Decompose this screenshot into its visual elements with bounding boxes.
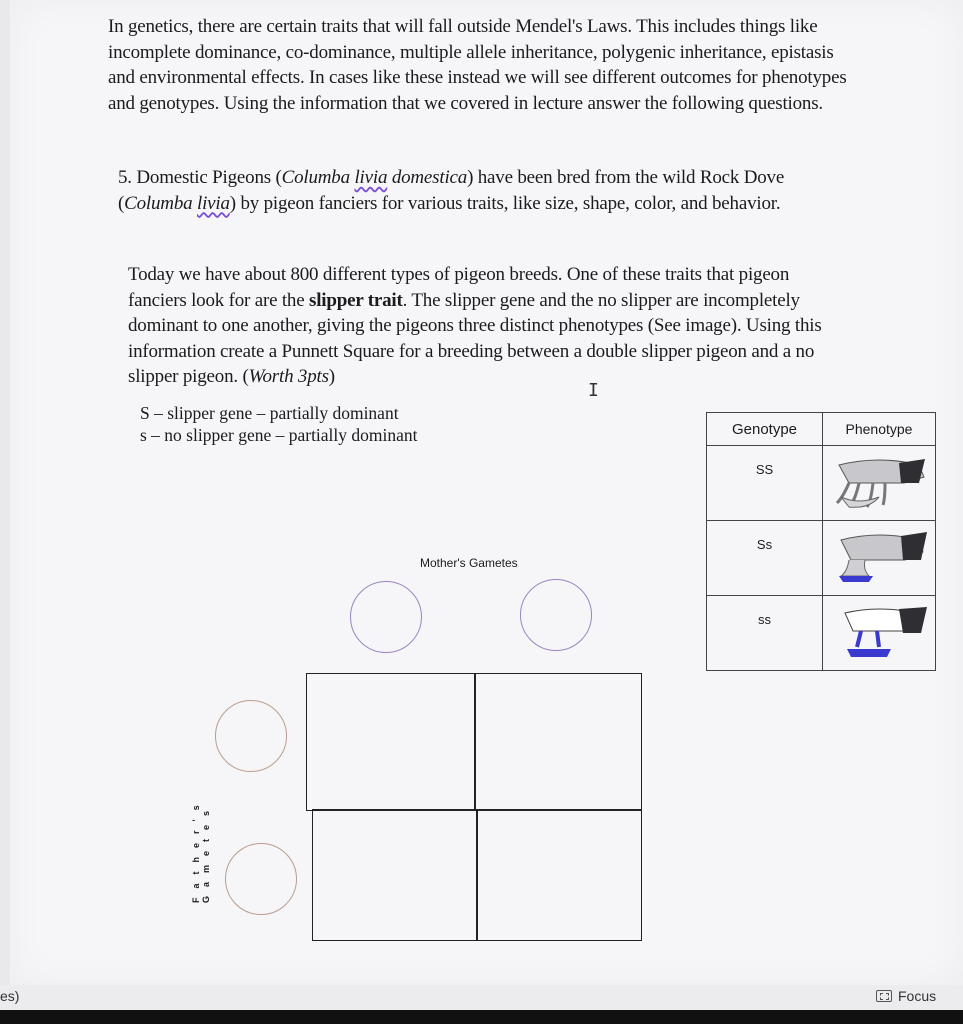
pigeon-feet-image-heavy [823, 446, 936, 521]
worth-points: Worth 3pts [248, 366, 329, 387]
status-bar [0, 985, 963, 1010]
punnett-cell-3[interactable] [312, 809, 478, 941]
punnett-cell-4[interactable] [476, 809, 642, 941]
father-gamete-circle-1[interactable] [215, 700, 287, 772]
intro-paragraph: In genetics, there are certain traits that will fall outside Mendel's Laws. This includes things like incomplete dominance, co-dominance, multiple allele inheritance, polygenic inheritance, epistasis and environmental effects. In cases like these instead we will see different outcomes for phenotypes and genotypes. Using the information that we covered in lecture answer the following questions. [108, 16, 847, 114]
genotype-header: Genotype [707, 413, 823, 446]
sci-name-species-2: livia [196, 192, 230, 214]
pigeon-feet-image-clean [823, 596, 936, 671]
status-bar-left-text: es) [0, 988, 20, 1004]
sci-name-genus: Columba [281, 167, 350, 188]
text-cursor-icon: I [588, 380, 599, 401]
focus-label: Focus [898, 988, 937, 1004]
screen-bezel [0, 1010, 963, 1024]
genotype-cell: ss [707, 596, 823, 671]
father-gamete-circle-2[interactable] [225, 843, 297, 915]
fathers-gametes-label: Father's Gametes [191, 796, 211, 903]
mother-gamete-circle-2[interactable] [520, 579, 592, 651]
punnett-square [306, 673, 642, 941]
sci-name-genus-2: Columba [124, 192, 193, 214]
pigeon-feet-image-medium [823, 521, 936, 596]
slipper-trait-paragraph [128, 262, 828, 390]
allele-s: s – no slipper gene – partially dominant [140, 425, 418, 445]
mother-gamete-circle-1[interactable] [350, 581, 422, 653]
genotype-phenotype-table [706, 412, 936, 671]
punnett-cell-1[interactable] [306, 673, 476, 811]
slipper-trait-bold: slipper trait [309, 289, 403, 311]
genotype-cell: SS [707, 446, 823, 521]
phenotype-header: Phenotype [823, 413, 936, 446]
allele-key [140, 402, 418, 446]
document-page [10, 0, 963, 985]
sci-name-subspecies: domestica [391, 167, 468, 188]
focus-button[interactable] [876, 988, 936, 1004]
today-text-2: . The slipper gene and the no slipper are incompletely dominant to one another, giving the pigeons three distinct phenotypes (See image). Using this information create a Punnett Square for a breeding between a double slipper pigeon and a no slipper pigeon. ( [128, 289, 822, 387]
genotype-cell: Ss [707, 521, 823, 596]
mothers-gametes-label: Mother's Gametes [420, 556, 518, 570]
sci-name-species: livia [354, 167, 388, 188]
q5-text-3: ) by pigeon fanciers for various traits, like size, shape, color, and behavior. [229, 192, 781, 214]
q5-text-1: 5. Domestic Pigeons ( [118, 167, 282, 188]
focus-icon [876, 990, 892, 1002]
question-5-paragraph [118, 165, 838, 216]
today-text-3: ) [328, 366, 335, 387]
allele-S: S – slipper gene – partially dominant [140, 403, 399, 423]
punnett-cell-2[interactable] [474, 673, 642, 811]
q5-text-2: ) have been bred from the wild Rock Dove ( [118, 167, 785, 214]
today-text-1: Today we have about 800 different types of pigeon breeds. One of these traits that pigeon fanciers look for are the [128, 264, 790, 311]
